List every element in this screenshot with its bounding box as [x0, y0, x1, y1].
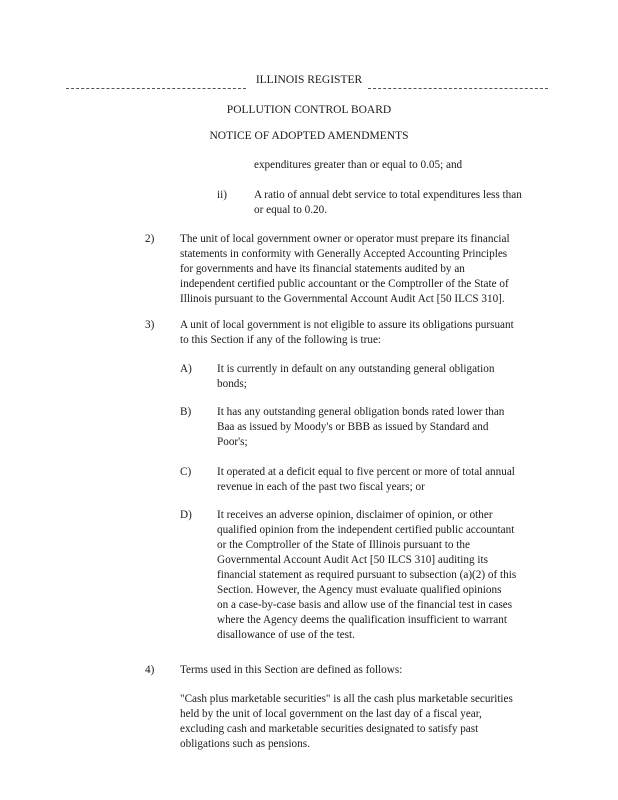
- notice-title: NOTICE OF ADOPTED AMENDMENTS: [209, 130, 409, 142]
- item-D-line-1: It receives an adverse opinion, disclaimer of opinion, or other: [217, 509, 493, 521]
- item-3-label: 3): [145, 319, 155, 331]
- item-D-label: D): [180, 509, 192, 521]
- item-D-line-7: on a case-by-case basis and allow use of the financial test in cases: [217, 599, 513, 611]
- item-2-line-3: for governments and have its financial statements audited by an: [180, 263, 465, 275]
- item-4-line-1: Terms used in this Section are defined as follows:: [180, 664, 403, 676]
- register-title: ILLINOIS REGISTER: [255, 74, 363, 86]
- item-B-line-1: It has any outstanding general obligation bonds rated lower than: [217, 406, 505, 418]
- item-D-line-4: Governmental Account Audit Act [50 ILCS 310] auditing its: [217, 554, 488, 566]
- definition-line-3: excluding cash and marketable securities designated to satisfy past: [180, 723, 479, 735]
- item-C-line-1: It operated at a deficit equal to five percent or more of total annual: [217, 466, 515, 478]
- item-2-line-2: statements in conformity with Generally Accepted Accounting Principles: [180, 248, 508, 260]
- definition-line-2: held by the unit of local government on the last day of a fiscal year,: [180, 708, 482, 720]
- continuation-line: expenditures greater than or equal to 0.05; and: [254, 159, 463, 171]
- item-D-line-9: disallowance of use of the test.: [217, 629, 355, 641]
- item-B-line-2: Baa as issued by Moody's or BBB as issued by Standard and: [217, 421, 489, 433]
- item-ii-line-2: or equal to 0.20.: [254, 204, 328, 216]
- item-A-line-1: It is currently in default on any outstanding general obligation: [217, 363, 495, 375]
- item-4-label: 4): [145, 664, 155, 676]
- item-2-label: 2): [145, 233, 155, 245]
- item-3-line-2: to this Section if any of the following is true:: [180, 334, 382, 346]
- item-C-label: C): [180, 466, 192, 478]
- header-right-rule: [368, 88, 548, 89]
- board-title: POLLUTION CONTROL BOARD: [226, 104, 392, 116]
- definition-line-1: "Cash plus marketable securities" is all the cash plus marketable securities: [180, 693, 513, 705]
- item-ii-line-1: A ratio of annual debt service to total expenditures less than: [254, 189, 522, 201]
- item-2-line-5: Illinois pursuant to the Governmental Account Audit Act [50 ILCS 310].: [180, 293, 505, 305]
- item-ii-label: ii): [217, 189, 227, 201]
- item-A-label: A): [180, 363, 192, 375]
- item-D-line-2: qualified opinion from the independent certified public accountant: [217, 524, 515, 536]
- header-left-rule: [66, 88, 246, 89]
- item-A-line-2: bonds;: [217, 378, 247, 390]
- item-2-line-1: The unit of local government owner or operator must prepare its financial: [180, 233, 510, 245]
- item-D-line-8: where the Agency deems the qualification insufficient to warrant: [217, 614, 507, 626]
- item-2-line-4: independent certified public accountant or the Comptroller of the State of: [180, 278, 509, 290]
- item-D-line-6: Section. However, the Agency must evaluate qualified opinions: [217, 584, 502, 596]
- item-B-label: B): [180, 406, 192, 418]
- item-C-line-2: revenue in each of the past two fiscal years; or: [217, 481, 425, 493]
- item-D-line-5: financial statement as required pursuant to subsection (a)(2) of this: [217, 569, 517, 581]
- item-B-line-3: Poor's;: [217, 436, 248, 448]
- item-D-line-3: or the Comptroller of the State of Illinois pursuant to the: [217, 539, 470, 551]
- item-3-line-1: A unit of local government is not eligible to assure its obligations pursuant: [180, 319, 514, 331]
- definition-line-4: obligations such as pensions.: [180, 738, 310, 750]
